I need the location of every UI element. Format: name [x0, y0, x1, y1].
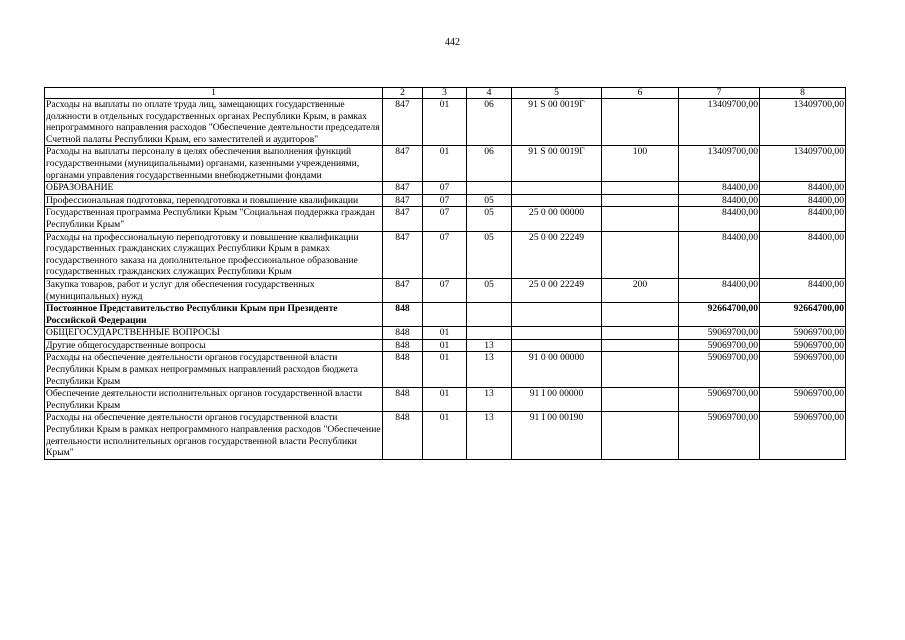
header-cell: 2 [383, 88, 423, 99]
header-cell: 6 [602, 88, 679, 99]
row-subsection-code: 05 [467, 194, 512, 207]
row-subsection-code: 13 [467, 352, 512, 388]
table-row [45, 412, 846, 459]
row-target-article [512, 303, 602, 327]
row-expense-type [602, 339, 679, 352]
row-description: Другие общегосударственные вопросы [45, 339, 383, 352]
row-subsection-code: 13 [467, 412, 512, 459]
header-cell: 7 [679, 88, 760, 99]
row-section-code: 01 [423, 146, 467, 182]
row-target-article: 91 I 00 00000 [512, 388, 602, 412]
row-amount-year1: 84400,00 [679, 194, 760, 207]
table-row [45, 146, 846, 182]
row-ministry-code: 848 [383, 327, 423, 340]
row-amount-year1: 59069700,00 [679, 339, 760, 352]
row-amount-year2: 59069700,00 [760, 412, 846, 459]
row-expense-type [602, 388, 679, 412]
row-target-article: 91 S 00 0019Г [512, 99, 602, 146]
row-subsection-code: 06 [467, 146, 512, 182]
table-row [45, 303, 846, 327]
row-expense-type [602, 99, 679, 146]
row-target-article [512, 194, 602, 207]
row-target-article: 91 0 00 00000 [512, 352, 602, 388]
row-amount-year2: 59069700,00 [760, 352, 846, 388]
row-amount-year2: 84400,00 [760, 278, 846, 302]
row-ministry-code: 848 [383, 388, 423, 412]
row-subsection-code: 05 [467, 231, 512, 278]
header-cell: 5 [512, 88, 602, 99]
budget-table [44, 87, 846, 460]
row-amount-year1: 13409700,00 [679, 99, 760, 146]
row-ministry-code: 848 [383, 303, 423, 327]
row-amount-year1: 59069700,00 [679, 327, 760, 340]
row-amount-year2: 92664700,00 [760, 303, 846, 327]
row-expense-type [602, 194, 679, 207]
table-row [45, 278, 846, 302]
row-subsection-code [467, 327, 512, 340]
row-expense-type [602, 303, 679, 327]
row-description: Постоянное Представительство Республики Крым при Президенте Российской Федерации [45, 303, 383, 327]
row-target-article: 25 0 00 22249 [512, 231, 602, 278]
row-expense-type: 200 [602, 278, 679, 302]
row-section-code: 07 [423, 182, 467, 195]
row-target-article: 91 S 00 0019Г [512, 146, 602, 182]
row-description: Расходы на обеспечение деятельности органов государственной власти Республики Крым в рамках непрограммного направления расходов "Обеспечение деятельности исполнительных органов государственной власти Республики Крым" [46, 412, 381, 459]
row-amount-year2: 13409700,00 [760, 99, 846, 146]
row-description: ОБРАЗОВАНИЕ [45, 182, 383, 195]
table-row [45, 99, 846, 146]
table-row [45, 352, 846, 388]
row-ministry-code: 848 [383, 352, 423, 388]
row-section-code: 01 [423, 352, 467, 388]
table-row [45, 194, 846, 207]
row-subsection-code [467, 182, 512, 195]
row-amount-year1: 59069700,00 [679, 412, 760, 459]
row-ministry-code: 847 [383, 99, 423, 146]
row-section-code: 07 [423, 278, 467, 302]
header-row [45, 88, 846, 99]
row-target-article: 25 0 00 00000 [512, 207, 602, 231]
row-description: Расходы на профессиональную переподготовку и повышение квалификации государственных гражданских служащих Республики Крым в рамках государственного заказа на дополнительное профессиональное образование государственных гражданских служащих Республики Крым [45, 231, 383, 278]
row-description: Обеспечение деятельности исполнительных органов государственной власти Республики Крым [45, 388, 383, 412]
row-subsection-code: 13 [467, 388, 512, 412]
row-amount-year1: 59069700,00 [679, 352, 760, 388]
table-row [45, 327, 846, 340]
row-section-code: 01 [423, 327, 467, 340]
row-amount-year2: 84400,00 [760, 194, 846, 207]
row-section-code: 01 [423, 388, 467, 412]
row-target-article [512, 327, 602, 340]
row-ministry-code: 847 [383, 231, 423, 278]
row-amount-year2: 13409700,00 [760, 146, 846, 182]
row-subsection-code: 05 [467, 278, 512, 302]
table-row [45, 388, 846, 412]
row-amount-year2: 84400,00 [760, 231, 846, 278]
row-expense-type [602, 412, 679, 459]
row-amount-year1: 84400,00 [679, 231, 760, 278]
row-section-code: 07 [423, 194, 467, 207]
row-amount-year1: 84400,00 [679, 278, 760, 302]
row-ministry-code: 848 [383, 339, 423, 352]
header-cell: 4 [467, 88, 512, 99]
row-amount-year2: 59069700,00 [760, 327, 846, 340]
row-expense-type [602, 327, 679, 340]
row-ministry-code: 848 [383, 412, 423, 459]
row-subsection-code: 13 [467, 339, 512, 352]
row-target-article: 25 0 00 22249 [512, 278, 602, 302]
row-section-code: 01 [423, 99, 467, 146]
row-description: Государственная программа Республики Крым "Социальная поддержка граждан Республики Крым" [45, 207, 383, 231]
row-description: Расходы на выплаты персоналу в целях обеспечения выполнения функций государственными (муниципальными) органами, казенными учреждениями, органами управления государственными внебюджетными фондами [45, 146, 383, 182]
row-target-article [512, 339, 602, 352]
row-description: Расходы на выплаты по оплате труда лиц, замещающих государственные должности в отдельных государственных органах Республики Крым, в рамках непрограммного направления расходов "Обеспечение деятельности председателя Счетной палаты Республики Крым, его заместителей и аудиторов" [45, 99, 383, 146]
table-row [45, 207, 846, 231]
row-description: ОБЩЕГОСУДАРСТВЕННЫЕ ВОПРОСЫ [45, 327, 383, 340]
row-section-code: 01 [423, 339, 467, 352]
row-amount-year2: 59069700,00 [760, 339, 846, 352]
row-amount-year2: 59069700,00 [760, 388, 846, 412]
row-amount-year1: 84400,00 [679, 207, 760, 231]
row-target-article: 91 I 00 00190 [512, 412, 602, 459]
row-expense-type [602, 207, 679, 231]
table-row [45, 231, 846, 278]
row-expense-type [602, 352, 679, 388]
header-cell: 3 [423, 88, 467, 99]
table-row [45, 339, 846, 352]
row-expense-type [602, 231, 679, 278]
row-expense-type [602, 182, 679, 195]
row-amount-year1: 13409700,00 [679, 146, 760, 182]
row-section-code: 01 [423, 412, 467, 459]
row-amount-year1: 59069700,00 [679, 388, 760, 412]
table-row [45, 182, 846, 195]
row-subsection-code [467, 303, 512, 327]
row-ministry-code: 847 [383, 278, 423, 302]
row-ministry-code: 847 [383, 182, 423, 195]
row-ministry-code: 847 [383, 146, 423, 182]
row-expense-type: 100 [602, 146, 679, 182]
header-cell: 8 [760, 88, 846, 99]
row-ministry-code: 847 [383, 207, 423, 231]
row-description: Расходы на обеспечение деятельности органов государственной власти Республики Крым в рамках непрограммных направлений расходов бюджета Республики Крым [45, 352, 383, 388]
row-amount-year2: 84400,00 [760, 182, 846, 195]
row-ministry-code: 847 [383, 194, 423, 207]
row-amount-year1: 92664700,00 [679, 303, 760, 327]
row-description: Закупка товаров, работ и услуг для обеспечения государственных (муниципальных) нужд [45, 278, 383, 302]
row-section-code [423, 303, 467, 327]
row-subsection-code: 06 [467, 99, 512, 146]
row-target-article [512, 182, 602, 195]
row-description: Профессиональная подготовка, переподготовка и повышение квалификации [45, 194, 383, 207]
row-amount-year1: 84400,00 [679, 182, 760, 195]
header-cell: 1 [45, 88, 383, 99]
row-subsection-code: 05 [467, 207, 512, 231]
row-section-code: 07 [423, 207, 467, 231]
row-amount-year2: 84400,00 [760, 207, 846, 231]
row-section-code: 07 [423, 231, 467, 278]
page-number: 442 [445, 37, 460, 48]
